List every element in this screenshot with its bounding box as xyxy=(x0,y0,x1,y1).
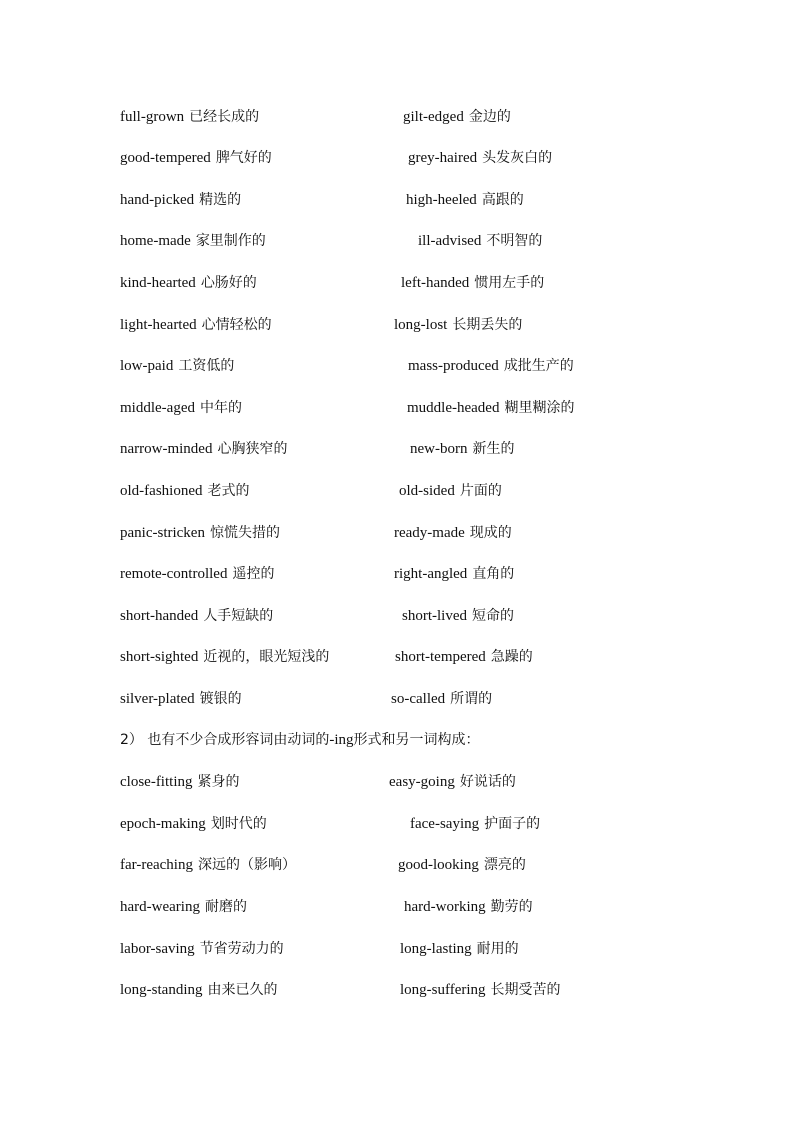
english-term: mass-produced xyxy=(408,358,499,374)
english-term: short-sighted xyxy=(120,649,199,665)
right-entry xyxy=(389,772,516,792)
chinese-meaning: 划时代的 xyxy=(210,816,267,832)
chinese-meaning: 金边的 xyxy=(468,109,511,125)
vocab-row xyxy=(0,273,793,293)
chinese-meaning: 不明智的 xyxy=(486,233,543,249)
left-entry xyxy=(120,855,296,875)
english-term: high-heeled xyxy=(406,192,477,208)
heading-rest: 形式和另一词构成： xyxy=(353,732,480,748)
vocab-row xyxy=(0,231,793,251)
left-entry xyxy=(120,647,329,667)
heading-prefix: 2） 也有不少合成形容词由动词的 xyxy=(120,732,330,748)
chinese-meaning: 耐磨的 xyxy=(204,899,247,915)
english-term: short-lived xyxy=(402,608,467,624)
english-term: muddle-headed xyxy=(407,400,500,416)
chinese-meaning: 勤劳的 xyxy=(490,899,533,915)
right-entry xyxy=(398,855,526,875)
chinese-meaning: 镀银的 xyxy=(199,691,242,707)
english-term: old-fashioned xyxy=(120,483,203,499)
chinese-meaning: 已经长成的 xyxy=(189,109,260,125)
chinese-meaning: 新生的 xyxy=(472,441,515,457)
english-term: hard-working xyxy=(404,899,486,915)
chinese-meaning: 惯用左手的 xyxy=(474,275,545,291)
vocab-row xyxy=(0,439,793,459)
english-term: new-born xyxy=(410,441,468,457)
right-entry xyxy=(404,897,533,917)
right-entry xyxy=(399,481,502,501)
chinese-meaning: 中年的 xyxy=(199,400,242,416)
chinese-meaning: 头发灰白的 xyxy=(482,150,553,166)
chinese-meaning: 片面的 xyxy=(459,483,502,499)
chinese-meaning: 紧身的 xyxy=(197,774,240,790)
left-entry xyxy=(120,439,287,459)
left-entry xyxy=(120,564,274,584)
english-term: kind-hearted xyxy=(120,275,196,291)
vocab-row xyxy=(0,606,793,626)
vocab-row xyxy=(0,855,793,875)
vocab-row xyxy=(0,814,793,834)
english-term: old-sided xyxy=(399,483,455,499)
vocab-row xyxy=(0,980,793,1000)
left-entry xyxy=(120,606,273,626)
english-term: hand-picked xyxy=(120,192,195,208)
vocab-row xyxy=(0,107,793,127)
chinese-meaning: 高跟的 xyxy=(481,192,524,208)
chinese-meaning: 工资低的 xyxy=(178,358,235,374)
vocab-row xyxy=(0,939,793,959)
chinese-meaning: 人手短缺的 xyxy=(203,608,274,624)
english-term: far-reaching xyxy=(120,857,193,873)
right-entry xyxy=(403,107,511,127)
english-term: remote-controlled xyxy=(120,566,228,582)
english-term: face-saying xyxy=(410,816,480,832)
english-term: short-handed xyxy=(120,608,199,624)
left-entry xyxy=(120,897,247,917)
vocab-row xyxy=(0,689,793,709)
vocab-row xyxy=(0,647,793,667)
chinese-meaning: 脾气好的 xyxy=(215,150,272,166)
chinese-meaning: 深远的（影响） xyxy=(197,857,296,873)
english-term: good-looking xyxy=(398,857,479,873)
left-entry xyxy=(120,273,257,293)
chinese-meaning: 糊里糊涂的 xyxy=(504,400,575,416)
vocab-row xyxy=(0,398,793,418)
section-heading xyxy=(120,730,480,750)
chinese-meaning: 家里制作的 xyxy=(195,233,266,249)
left-entry xyxy=(120,231,266,251)
english-term: good-tempered xyxy=(120,150,211,166)
vocab-row xyxy=(0,315,793,335)
english-term: gilt-edged xyxy=(403,109,464,125)
right-entry xyxy=(394,523,512,543)
right-entry xyxy=(408,356,574,376)
left-entry xyxy=(120,190,241,210)
chinese-meaning: 所谓的 xyxy=(450,691,493,707)
chinese-meaning: 近视的，眼光短浅的 xyxy=(203,649,330,665)
left-entry xyxy=(120,148,272,168)
right-entry xyxy=(408,148,552,168)
chinese-meaning: 护面子的 xyxy=(484,816,541,832)
left-entry xyxy=(120,315,272,335)
english-term: long-suffering xyxy=(400,982,486,998)
left-entry xyxy=(120,689,242,709)
english-term: middle-aged xyxy=(120,400,195,416)
chinese-meaning: 遥控的 xyxy=(232,566,275,582)
right-entry xyxy=(400,980,561,1000)
left-entry xyxy=(120,398,242,418)
english-term: long-lost xyxy=(394,317,448,333)
vocab-row xyxy=(0,523,793,543)
english-term: epoch-making xyxy=(120,816,206,832)
chinese-meaning: 短命的 xyxy=(472,608,514,624)
chinese-meaning: 急躁的 xyxy=(490,649,533,665)
vocab-row xyxy=(0,190,793,210)
english-term: low-paid xyxy=(120,358,174,374)
chinese-meaning: 心情轻松的 xyxy=(201,317,272,333)
right-entry xyxy=(394,315,522,335)
english-term: close-fitting xyxy=(120,774,193,790)
english-term: grey-haired xyxy=(408,150,478,166)
chinese-meaning: 老式的 xyxy=(207,483,250,499)
vocab-row xyxy=(0,772,793,792)
right-entry xyxy=(400,939,519,959)
left-entry xyxy=(120,939,284,959)
english-term: easy-going xyxy=(389,774,455,790)
heading-ing: -ing xyxy=(329,732,354,748)
chinese-meaning: 惊慌失措的 xyxy=(209,525,280,541)
chinese-meaning: 长期受苦的 xyxy=(490,982,561,998)
english-term: long-standing xyxy=(120,982,203,998)
chinese-meaning: 精选的 xyxy=(199,192,242,208)
chinese-meaning: 直角的 xyxy=(472,566,515,582)
chinese-meaning: 成批生产的 xyxy=(503,358,574,374)
left-entry xyxy=(120,772,239,792)
english-term: narrow-minded xyxy=(120,441,213,457)
english-term: labor-saving xyxy=(120,941,195,957)
right-entry xyxy=(402,606,514,626)
vocab-row xyxy=(0,481,793,501)
english-term: long-lasting xyxy=(400,941,472,957)
english-term: right-angled xyxy=(394,566,468,582)
left-entry xyxy=(120,107,259,127)
chinese-meaning: 耐用的 xyxy=(476,941,519,957)
left-entry xyxy=(120,523,280,543)
chinese-meaning: 好说话的 xyxy=(459,774,516,790)
vocab-row xyxy=(0,564,793,584)
right-entry xyxy=(401,273,544,293)
chinese-meaning: 心胸狭窄的 xyxy=(217,441,288,457)
english-term: home-made xyxy=(120,233,191,249)
english-term: full-grown xyxy=(120,109,185,125)
right-entry xyxy=(407,398,574,418)
chinese-meaning: 现成的 xyxy=(469,525,512,541)
chinese-meaning: 长期丢失的 xyxy=(452,317,523,333)
english-term: short-tempered xyxy=(395,649,486,665)
chinese-meaning: 心肠好的 xyxy=(200,275,257,291)
english-term: hard-wearing xyxy=(120,899,200,915)
left-entry xyxy=(120,814,267,834)
left-entry xyxy=(120,481,249,501)
right-entry xyxy=(418,231,542,251)
english-term: ill-advised xyxy=(418,233,482,249)
english-term: light-hearted xyxy=(120,317,197,333)
chinese-meaning: 漂亮的 xyxy=(483,857,526,873)
english-term: ready-made xyxy=(394,525,465,541)
english-term: so-called xyxy=(391,691,446,707)
vocab-row xyxy=(0,148,793,168)
right-entry xyxy=(406,190,524,210)
english-term: panic-stricken xyxy=(120,525,205,541)
english-term: left-handed xyxy=(401,275,470,291)
right-entry xyxy=(410,439,514,459)
chinese-meaning: 由来已久的 xyxy=(207,982,278,998)
right-entry xyxy=(410,814,540,834)
english-term: silver-plated xyxy=(120,691,195,707)
right-entry xyxy=(394,564,514,584)
right-entry xyxy=(395,647,533,667)
chinese-meaning: 节省劳动力的 xyxy=(199,941,284,957)
left-entry xyxy=(120,980,278,1000)
vocab-row xyxy=(0,897,793,917)
vocab-row xyxy=(0,356,793,376)
right-entry xyxy=(391,689,492,709)
left-entry xyxy=(120,356,234,376)
